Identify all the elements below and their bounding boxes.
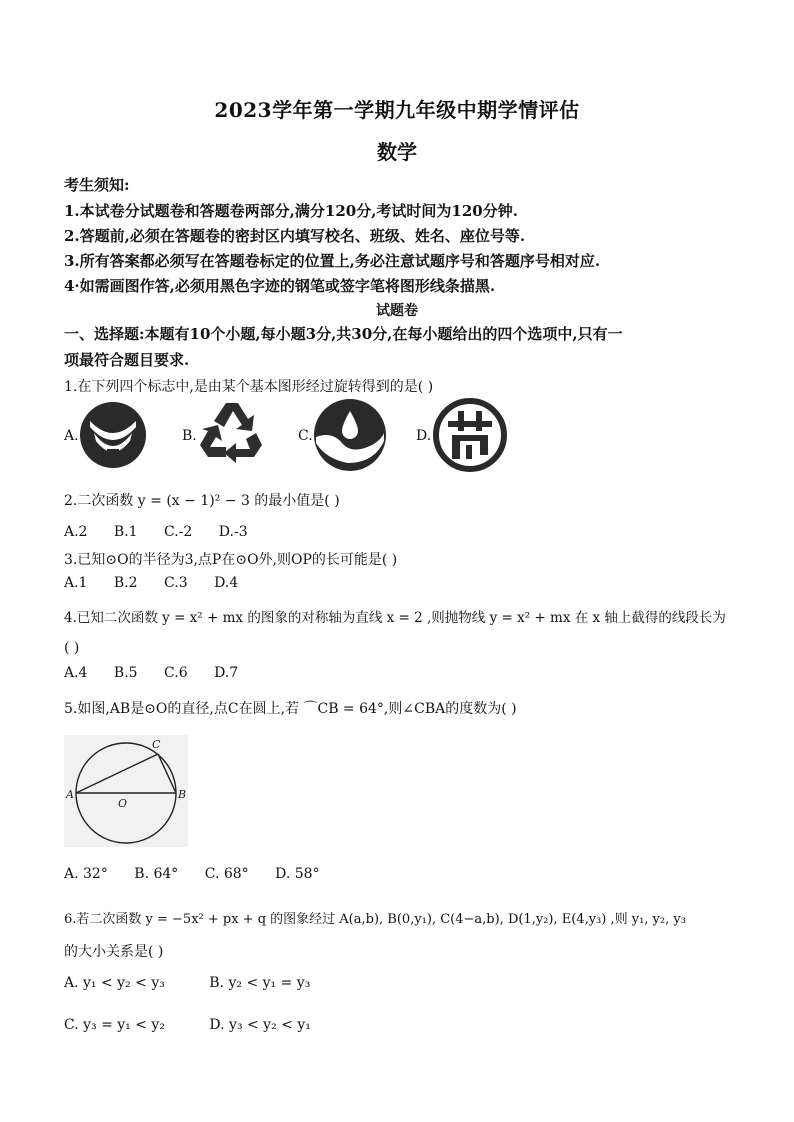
notice-item-4: 4·如需画图作答,必须用黑色字迹的钢笔或签字笔将图形线条描黑.	[64, 277, 496, 295]
cup-logo-icon	[80, 397, 146, 473]
q2-option-d: D.-3	[218, 524, 248, 540]
q1-stem: 1.在下列四个标志中,是由某个基本图形经过旋转得到的是( )	[64, 379, 434, 395]
q6-options-row2	[64, 1017, 333, 1033]
q5-option-c: C. 68°	[204, 866, 249, 882]
q5-figure	[64, 735, 188, 847]
q6-option-d: D. y₃ < y₂ < y₁	[209, 1017, 311, 1033]
q4-option-c: C.6	[164, 665, 188, 681]
q3-option-c: C.3	[164, 575, 188, 591]
q6-option-c: C. y₃ = y₁ < y₂	[64, 1017, 165, 1033]
notice-heading: 考生须知:	[64, 176, 130, 194]
q2-option-a: A.2	[64, 524, 88, 540]
q4-option-a: A.4	[64, 665, 88, 681]
recycle-logo-icon	[196, 397, 268, 467]
point-a-label: A	[66, 788, 74, 801]
q1-options: A. B. C. D.	[64, 397, 524, 477]
q4-option-d: D.7	[214, 665, 239, 681]
q6-stem-2: 的大小关系是( )	[64, 944, 164, 960]
notice-item-1: 1.本试卷分试题卷和答题卷两部分,满分120分,考试时间为120分钟.	[64, 202, 518, 220]
point-c-label: C	[152, 738, 161, 751]
part1-heading-line1: 一、选择题:本题有10个小题,每小题3分,共30分,在每小题给出的四个选项中,只有一	[64, 325, 623, 343]
q3-option-b: B.2	[113, 575, 138, 591]
q6-option-a: A. y₁ < y₂ < y₃	[64, 975, 165, 991]
q4-options	[64, 665, 260, 681]
q6-stem: 6.若二次函数 y = −5x² + px + q 的图象经过 A(a,b), B(0,y₁), C(4−a,b), D(1,y₂), E(4,y₃) ,则 y₁, y₂, y₃	[64, 912, 686, 927]
notice-item-3: 3.所有答案都必须写在答题卷标定的位置上,务必注意试题序号和答题序号相对应.	[64, 252, 601, 270]
q5-option-d: D. 58°	[275, 866, 320, 882]
q3-option-d: D.4	[214, 575, 239, 591]
q5-option-b: B. 64°	[134, 866, 179, 882]
q3-option-a: A.1	[64, 575, 88, 591]
q4-option-b: B.5	[113, 665, 138, 681]
exam-subject: 数学	[377, 140, 417, 164]
q2-stem: 2.二次函数 y = (x − 1)² − 3 的最小值是( )	[64, 493, 340, 509]
q3-stem: 3.已知⊙O的半径为3,点P在⊙O外,则OP的长可能是( )	[64, 552, 398, 568]
q2-option-c: C.-2	[164, 524, 193, 540]
point-o-label: O	[118, 797, 128, 810]
circle-diagram	[64, 735, 188, 847]
q5-option-a: A. 32°	[64, 866, 108, 882]
q2-options	[64, 524, 270, 540]
section-label: 试题卷	[376, 303, 418, 319]
point-b-label: B	[178, 788, 187, 801]
q3-options	[64, 575, 260, 591]
q4-paren: ( )	[64, 640, 80, 656]
water-drop-logo-icon	[312, 397, 388, 473]
part1-heading-line2: 项最符合题目要求.	[64, 351, 190, 369]
notice-item-2: 2.答题前,必须在答题卷的密封区内填写校名、班级、姓名、座位号等.	[64, 227, 526, 245]
q4-stem: 4.已知二次函数 y = x² + mx 的图象的对称轴为直线 x = 2 ,则抛物线 y = x² + mx 在 x 轴上截得的线段长为	[64, 610, 726, 626]
grid-logo-icon	[432, 397, 508, 473]
exam-title: 2023学年第一学期九年级中期学情评估	[214, 98, 580, 122]
q6-options-row1	[64, 975, 332, 991]
q5-stem: 5.如图,AB是⊙O的直径,点C在圆上,若 ⌒CB = 64°,则∠CBA的度数为( )	[64, 701, 517, 717]
q2-option-b: B.1	[113, 524, 138, 540]
q5-options	[64, 866, 342, 882]
q6-option-b: B. y₂ < y₁ = y₃	[209, 975, 311, 991]
